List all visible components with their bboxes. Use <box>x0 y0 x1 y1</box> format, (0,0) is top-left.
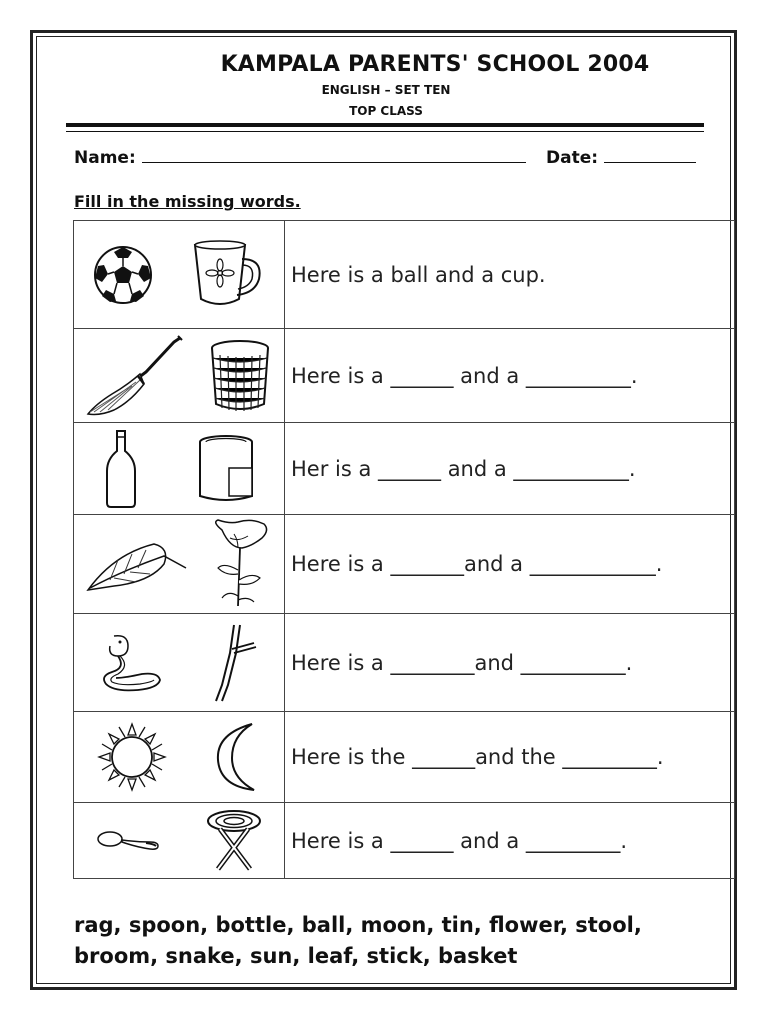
word-bank-line: broom, snake, sun, leaf, stick, basket <box>74 944 518 968</box>
date-blank[interactable] <box>604 162 696 163</box>
leaf-icon <box>84 534 188 594</box>
date-field <box>546 148 696 168</box>
broom-icon <box>86 334 184 418</box>
picture-cell <box>74 614 285 712</box>
sentence-cell: Here is a ______ and a __________. <box>285 329 735 423</box>
date-label: Date: <box>546 148 599 168</box>
table-row <box>74 221 735 329</box>
sun-icon <box>97 722 167 792</box>
name-label: Name: <box>74 148 136 168</box>
school-title: KAMPALA PARENTS' SCHOOL 2004 <box>220 52 650 77</box>
sentence-cell: Here is the ______and the _________. <box>285 712 735 803</box>
picture-cell <box>74 515 285 614</box>
table-row <box>74 712 735 803</box>
picture-cell <box>74 712 285 803</box>
table-row <box>74 329 735 423</box>
instruction: Fill in the missing words. <box>74 192 301 211</box>
picture-cell <box>74 803 285 879</box>
ball-icon <box>92 244 154 306</box>
sentence-cell: Here is a ball and a cup. <box>285 221 735 329</box>
picture-cell <box>74 221 285 329</box>
sentence-cell: Her is a ______ and a ___________. <box>285 423 735 515</box>
picture-cell <box>74 423 285 515</box>
sentence-cell: Here is a ________and __________. <box>285 614 735 712</box>
sentence-cell: Here is a ______ and a _________. <box>285 803 735 879</box>
header-rule-thin <box>66 131 704 132</box>
stick-icon <box>210 623 260 703</box>
bottle-icon <box>103 429 139 509</box>
flower-icon <box>208 518 274 610</box>
tin-icon <box>197 434 255 504</box>
table-row <box>74 423 735 515</box>
picture-cell <box>74 329 285 423</box>
header-rule-thick <box>66 123 704 127</box>
name-blank[interactable] <box>142 162 526 163</box>
class-title: TOP CLASS <box>349 104 423 118</box>
snake-icon <box>98 632 162 694</box>
stool-icon <box>206 809 262 873</box>
table-row <box>74 614 735 712</box>
sentence-cell: Here is a _______and a ____________. <box>285 515 735 614</box>
subject-title: ENGLISH – SET TEN <box>321 83 451 97</box>
name-field <box>74 148 526 168</box>
word-bank <box>74 910 714 972</box>
basket-icon <box>208 338 272 414</box>
spoon-icon <box>96 828 162 854</box>
table-row <box>74 515 735 614</box>
table-row <box>74 803 735 879</box>
cup-icon <box>189 237 267 313</box>
word-bank-line: rag, spoon, bottle, ball, moon, tin, flower, stool, <box>74 913 642 937</box>
moon-icon <box>212 720 262 794</box>
exercise-table <box>73 220 735 879</box>
